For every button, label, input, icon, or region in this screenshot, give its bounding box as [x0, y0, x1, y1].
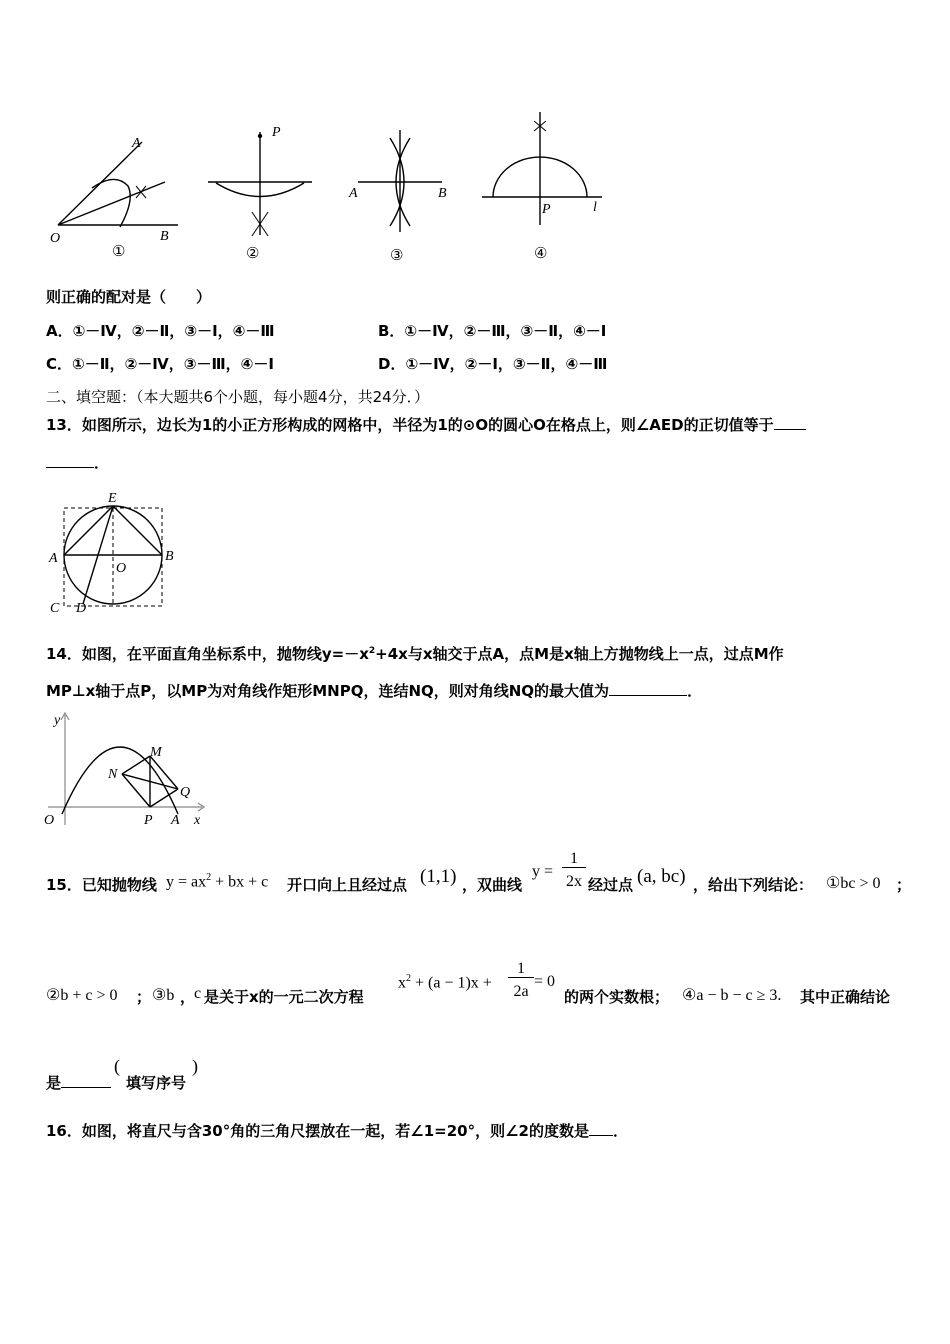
q15-eq3-num: 1: [508, 960, 534, 978]
q12-option-c: C．①－Ⅱ，②－Ⅳ，③－Ⅲ，④－Ⅰ: [46, 355, 274, 373]
q14-end: ．: [687, 682, 703, 700]
fig4-number: ④: [534, 246, 548, 262]
q16-text: [46, 1120, 628, 1141]
q13-label-D: D: [76, 601, 87, 616]
q15-t13: 填写序号: [126, 1074, 187, 1092]
fig1-label-O: O: [50, 231, 61, 246]
q12-option-a: A．①－Ⅳ，②－Ⅱ，③－Ⅰ，④－Ⅲ: [46, 322, 275, 340]
q14-line1-b: +4x与x轴交于点A，点M是x轴上方抛物线上一点，过点M作: [375, 645, 784, 663]
q15-t1: 15．已知抛物线: [46, 876, 157, 894]
q15-eq1: [166, 872, 268, 891]
q15-eq3-b: + (a − 1)x +: [411, 974, 492, 992]
q14-line1-a: 14．如图，在平面直角坐标系中，抛物线y=－x: [46, 645, 369, 663]
construction-figures: [40, 100, 620, 270]
q15-conclusion-2: ②b + c > 0: [46, 987, 118, 1004]
q14-label-O: O: [44, 813, 55, 828]
q13-question: 13．如图所示，边长为1的小正方形构成的网格中，半径为1的⊙O的圆心O在格点上，则∠AED的正切值等于: [46, 416, 774, 434]
q16-question: 16．如图，将直尺与含30°角的三角尺摆放在一起，若∠1=20°，则∠2的度数是: [46, 1122, 589, 1140]
q13-label-A: A: [49, 551, 58, 566]
q15-eq2-y: y =: [532, 863, 554, 880]
fig3-label-B: B: [438, 186, 447, 201]
q14-answer-blank: [609, 681, 687, 696]
q14-label-Q: Q: [180, 785, 191, 800]
q14-label-A: A: [171, 813, 180, 828]
figure-3: [358, 130, 442, 232]
q15-t2: 开口向上且经过点: [287, 876, 408, 894]
figure-1: [58, 142, 178, 227]
q15-eq1-sup: 2: [206, 872, 212, 883]
fig2-number: ②: [246, 246, 260, 262]
q14-line2-text: MP⊥x轴于点P，以MP为对角线作矩形MNPQ，连结NQ，则对角线NQ的最大值为: [46, 682, 610, 700]
q14-line1: [46, 643, 784, 664]
q15-eq1-a: y = ax: [166, 873, 207, 891]
q13-text: [46, 414, 806, 435]
q15-eq2-num: 1: [562, 850, 586, 868]
q13-label-C: C: [50, 601, 60, 616]
fig1-number: ①: [112, 244, 126, 260]
q15-t8: ，: [180, 988, 196, 1006]
q15-eq3-den: 2a: [513, 983, 529, 1000]
q15-t12: 是: [46, 1074, 62, 1092]
fig4-label-l: l: [593, 200, 597, 215]
q14-label-x: x: [194, 813, 201, 828]
q12-prompt: 则正确的配对是（ ）: [46, 288, 212, 306]
q15-eq3-sup: 2: [406, 973, 411, 984]
q15-eq3: [398, 973, 492, 992]
q13-answer-blank: [774, 415, 806, 430]
q14-label-N: N: [108, 767, 118, 782]
q14-line2: [46, 680, 702, 701]
q15-t7: ；: [136, 988, 152, 1006]
q13-label-B: B: [165, 549, 174, 564]
q13-label-O: O: [116, 561, 127, 576]
q15-conclusion-4: ④a − b − c ≥ 3.: [682, 987, 782, 1004]
q15-t3: ，双曲线: [462, 876, 523, 894]
fig3-number: ③: [390, 248, 404, 264]
fig3-label-A: A: [349, 186, 358, 201]
q13-text-cont: [46, 452, 109, 473]
q16-end: ．: [612, 1122, 628, 1140]
fig1-label-A: A: [132, 136, 141, 151]
q15-point1: (1,1): [420, 866, 457, 887]
q15-t4: 经过点: [588, 876, 634, 894]
q14-label-P: P: [144, 813, 153, 828]
section-heading: 二、填空题：（本大题共6个小题，每小题4分，共24分．）: [46, 388, 430, 406]
q12-option-d: D．①－Ⅳ，②－Ⅰ，③－Ⅱ，④－Ⅲ: [378, 355, 608, 373]
q16-answer-blank: [589, 1121, 613, 1136]
q15-point2: (a, bc): [637, 866, 686, 887]
fig2-label-P: P: [272, 125, 281, 140]
q15-t5: ，给出下列结论：: [693, 876, 814, 894]
q14-label-y: y: [54, 713, 61, 728]
q12-option-b: B．①－Ⅳ，②－Ⅲ，③－Ⅱ，④－Ⅰ: [378, 322, 607, 340]
q15-paren-close: ): [192, 1056, 198, 1076]
q15-conclusion-1: ①bc > 0: [826, 875, 881, 892]
q15-conclusion-3b: c: [194, 985, 202, 1002]
q13-figure: [44, 488, 194, 618]
fig4-label-P: P: [542, 202, 551, 217]
q15-t11: 其中正确结论: [800, 988, 891, 1006]
q15-paren-open: (: [114, 1056, 120, 1076]
q15-t6: ；: [896, 876, 912, 894]
fig1-label-B: B: [160, 229, 169, 244]
q13-label-E: E: [108, 491, 117, 506]
q15-line3: [46, 1072, 111, 1093]
q15-eq2-den: 2x: [566, 873, 582, 890]
figure-2: [208, 132, 312, 236]
q13-answer-blank-2: [46, 453, 94, 468]
q13-end: ．: [94, 454, 110, 472]
q15-answer-blank: [61, 1073, 111, 1088]
q15-conclusion-3: ③b: [152, 987, 175, 1004]
q14-figure: [40, 710, 215, 835]
q15-eq3-x: x: [398, 974, 406, 992]
q15-eq1-b: + bx + c: [211, 873, 269, 891]
q15-t10: 的两个实数根；: [564, 988, 670, 1006]
q15-eq3-c: = 0: [534, 973, 556, 990]
q15-t9: 是关于x的一元二次方程: [204, 988, 364, 1006]
q14-line1-sup: 2: [368, 646, 376, 656]
q14-label-M: M: [150, 745, 162, 760]
